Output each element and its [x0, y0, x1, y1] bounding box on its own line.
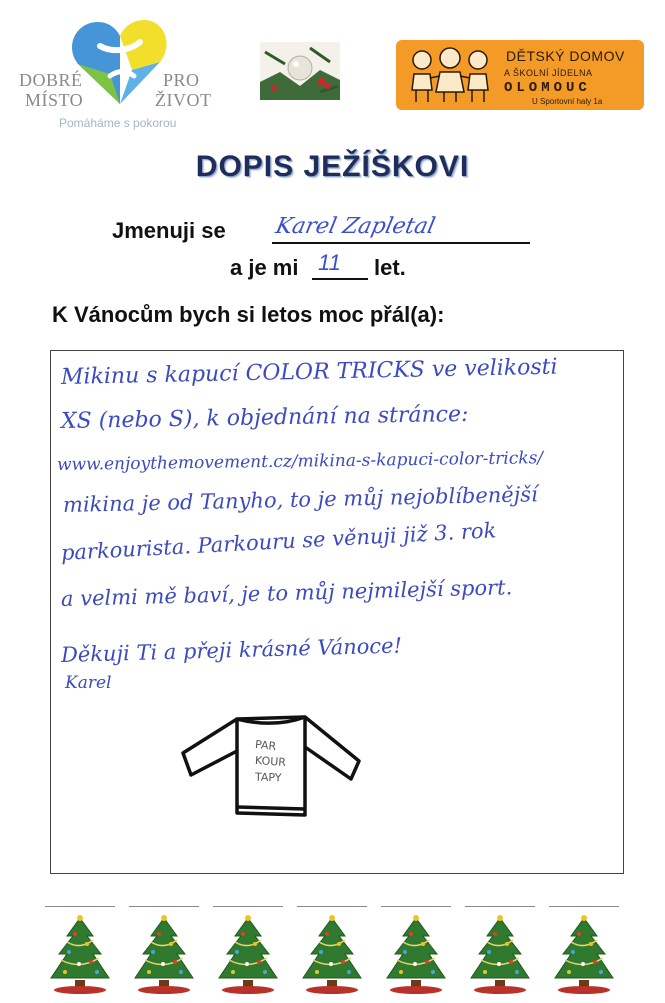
christmas-tree-icon [297, 906, 367, 998]
letter-line-3: www.enjoythemovement.cz/mikina-s-kapuci-color-tricks/ [56, 448, 544, 475]
christmas-tree-icon [381, 906, 451, 998]
christmas-ornament-photo [260, 42, 340, 100]
age-label: a je mi [230, 255, 299, 280]
name-label: Jmenuji se [112, 218, 226, 243]
letter-signature: Karel [65, 673, 112, 693]
christmas-tree-icon [549, 906, 619, 998]
name-value-handwritten: Karel Zapletal [273, 214, 438, 239]
letter-line-7: Děkuji Ti a přeji krásné Vánoce! [60, 633, 403, 667]
logo-tagline: Pomáháme s pokorou [59, 116, 177, 130]
logo-word-dobre: DOBRÉ [19, 70, 83, 90]
age-underline [312, 278, 368, 280]
christmas-tree-icon [129, 906, 199, 998]
sweater-text-1: PAR [254, 737, 277, 754]
letter-line-2: XS (nebo S), k objednání na stránce: [60, 401, 469, 434]
letter-line-5: parkourista. Parkouru se věnuji již 3. rok [60, 518, 497, 565]
age-unit-label: let. [374, 255, 406, 280]
logo-word-misto: MÍSTO [25, 90, 84, 110]
age-value-handwritten: 11 [318, 250, 341, 275]
detsky-domov-subtitle: A ŠKOLNÍ JÍDELNA [504, 68, 593, 78]
christmas-tree-icon [465, 906, 535, 998]
logo-word-pro: PRO [163, 70, 200, 90]
logo-word-zivot: ŽIVOT [155, 90, 212, 110]
detsky-domov-title: DĚTSKÝ DOMOV [506, 48, 625, 64]
children-figures-icon [404, 46, 496, 104]
christmas-tree-icon [45, 906, 115, 998]
detsky-domov-address: U Sportovní haly 1a [532, 97, 603, 106]
sweater-drawing [175, 703, 365, 823]
detsky-domov-logo [396, 40, 644, 110]
sweater-text-2: KOUR [254, 753, 287, 770]
letter-line-4: mikina je od Tanyho, to je můj nejoblíbenější [62, 482, 538, 517]
ornament-image-icon [260, 42, 340, 100]
letter-line-6: a velmi mě baví, je to můj nejmilejší sport. [60, 575, 513, 611]
name-underline [272, 242, 530, 244]
christmas-tree-row [45, 906, 645, 998]
dobre-misto-pro-zivot-logo [15, 14, 215, 134]
letter-line-1: Mikinu s kapucí COLOR TRICKS ve velikosti [60, 354, 558, 390]
christmas-tree-icon [213, 906, 283, 998]
sweater-text-3: TAPY [254, 770, 282, 785]
detsky-domov-city: OLOMOUC [504, 80, 591, 96]
wish-heading: K Vánocům bych si letos moc přál(a): [52, 302, 445, 327]
page-title: DOPIS JEŽÍŠKOVI [195, 150, 470, 183]
